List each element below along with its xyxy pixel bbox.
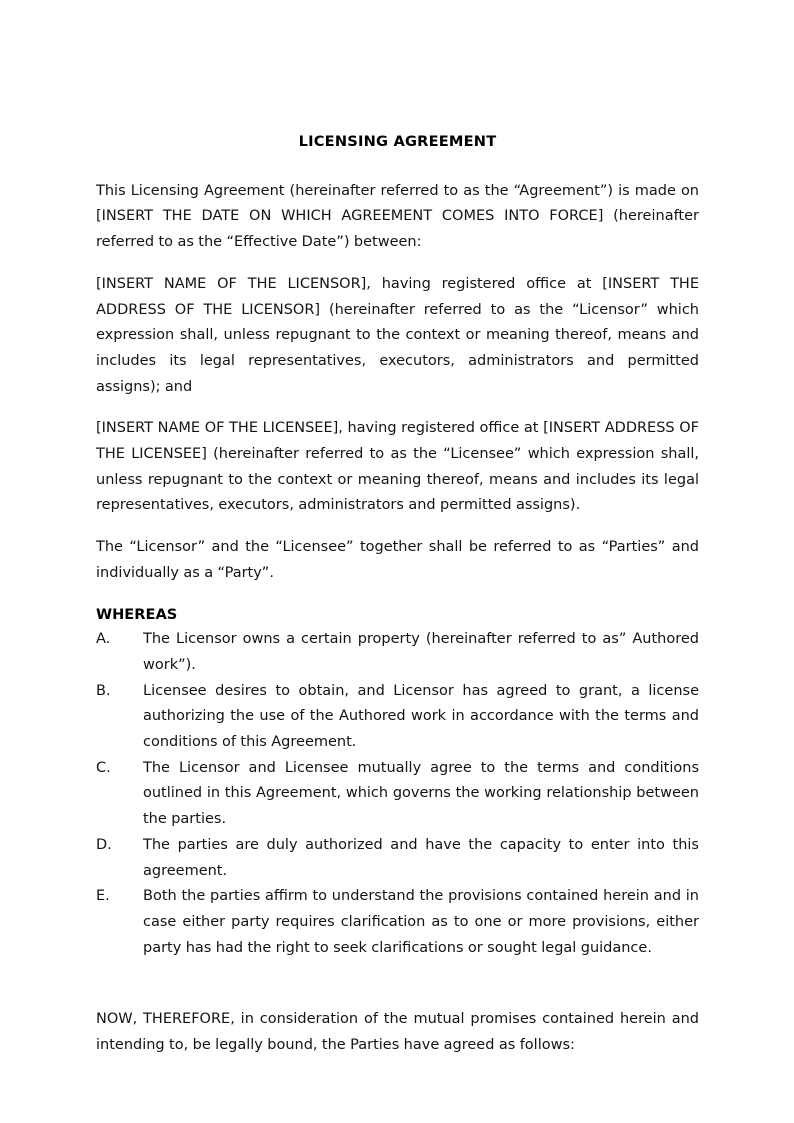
list-item-marker: C. [96,759,111,776]
list-item-marker: B. [96,682,111,699]
document-body [96,0,699,1059]
list-item [96,833,699,884]
list-item-text: Both the parties affirm to understand the provisions contained herein and in case either party requires clarification as to one or more provisions, either party has had the right to seek clarifications or sought legal guidance. [143,888,699,956]
paragraph-licensee: [INSERT NAME OF THE LICENSEE], having registered office at [INSERT ADDRESS OF THE LICENSEE] (hereinafter referred to as the “Licensee” which expression shall, unless repugnant to the context or meaning thereof, means and includes its legal representatives, executors, administrators and permitted assigns). [96,420,699,514]
list-item-text: The Licensor owns a certain property (hereinafter referred to as” Authored work”). [143,631,699,673]
list-item [96,679,699,756]
list-item [96,627,699,678]
list-item-marker: D. [96,836,112,853]
paragraph-now-therefore: NOW, THEREFORE, in consideration of the mutual promises contained herein and intending to, be legally bound, the Parties have agreed as follows: [96,1011,699,1054]
list-item-marker: E. [96,888,110,905]
list-item-text: The Licensor and Licensee mutually agree to the terms and conditions outlined in this Agreement, which governs the working relationship between the parties. [143,759,699,828]
list-item-text: The parties are duly authorized and have the capacity to enter into this agreement. [143,836,699,879]
page-title: LICENSING AGREEMENT [298,133,497,150]
list-item [96,884,699,961]
list-item [96,756,699,833]
whereas-heading: WHEREAS [96,605,178,623]
list-item-marker: A. [96,631,111,648]
paragraph-preamble: This Licensing Agreement (hereinafter referred to as the “Agreement”) is made on [INSERT THE DATE ON WHICH AGREEMENT COMES INTO FORCE] (hereinafter referred to as the “Effective Date”) between: [96,182,699,251]
list-item-text: Licensee desires to obtain, and Licensor has agreed to grant, a license authorizing the use of the Authored work in accordance with the terms and conditions of this Agreement. [143,682,699,751]
recitals-list [96,627,699,961]
paragraph-parties: The “Licensor” and the “Licensee” together shall be referred to as “Parties” and individually as a “Party”. [96,539,699,581]
paragraph-licensor: [INSERT NAME OF THE LICENSOR], having registered office at [INSERT THE ADDRESS OF THE LICENSOR] (hereinafter referred to as the “Licensor” which expression shall, unless repugnant to the context or meaning thereof, means and includes its legal representatives, executors, administrators and permitted assigns); and [96,275,699,395]
